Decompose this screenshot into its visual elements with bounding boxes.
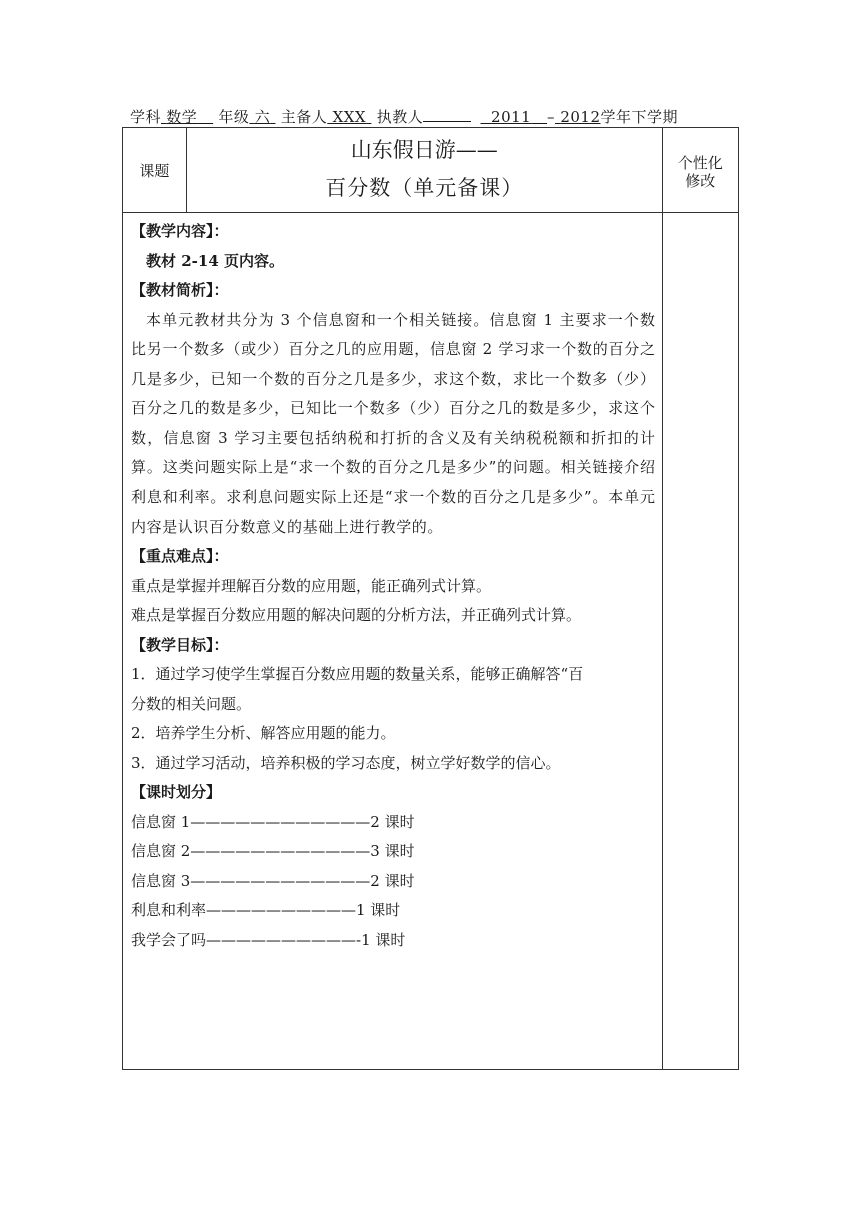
title-line-2: 百分数（单元备课） bbox=[325, 176, 524, 200]
schedule-item: 我学会了吗——————————-1 课时 bbox=[131, 930, 406, 949]
schedule-item: 信息窗 2————————————3 课时 bbox=[131, 842, 415, 861]
year-start: 2011 bbox=[491, 108, 532, 126]
year-dash: – bbox=[547, 108, 556, 126]
keypoint-1: 重点是掌握并理解百分数的应用题，能正确列式计算。 bbox=[131, 576, 492, 595]
title-line-1: 山东假日游—— bbox=[350, 138, 498, 162]
content-text: 教材 2-14 页内容。 bbox=[146, 251, 284, 270]
goal-2: 2．培养学生分析、解答应用题的能力。 bbox=[131, 724, 396, 743]
subject-value: 数学 bbox=[166, 108, 198, 126]
keypoints-heading: 【重点难点】： bbox=[131, 547, 229, 566]
schedule-item: 利息和利率——————————1 课时 bbox=[131, 901, 401, 920]
subject-label: 学科 bbox=[130, 108, 162, 126]
preparer-label: 主备人 bbox=[280, 108, 328, 126]
content-row bbox=[123, 213, 739, 1070]
content-heading: 【教学内容】： bbox=[131, 222, 229, 240]
goal-1-line-1: 1．通过学习使学生掌握百分数应用题的数量关系，能够正确解答“百 bbox=[131, 665, 584, 684]
title-row bbox=[123, 128, 739, 213]
teacher-label: 执教人 bbox=[376, 108, 424, 126]
goals-heading: 【教学目标】： bbox=[131, 635, 229, 654]
teacher-blank bbox=[423, 109, 471, 122]
header-line bbox=[130, 106, 740, 127]
grade-label: 年级 bbox=[218, 108, 250, 126]
grade-value: 六 bbox=[254, 108, 271, 126]
analysis-text: 本单元教材共分为 3 个信息窗和一个相关链接。信息窗 1 主要求一个数比另一个数多（或少）百分之几的应用题，信息窗 2 学习求一个数的百分之几是多少，已知一个数的百分之几是多少，求这个数，求比一个数多（少）百分之几的数是多少，已知比一个数多（少）百分之几的数是多少，求这个数，信息窗 3 学习主要包括纳税和打折的含义及有关纳税税额和折扣的计算。这类问题实际上是“求一个数的百分之几是多少”的问题。相关链接介绍利息和利率。求利息问题实际上还是“求一个数的百分之几是多少”。本单元内容是认识百分数意义的基础上进行教学的。 bbox=[131, 310, 656, 536]
personal-edit-column bbox=[662, 213, 738, 1070]
topic-label: 课题 bbox=[123, 128, 187, 213]
analysis-heading: 【教材简析】： bbox=[131, 281, 229, 299]
lesson-title bbox=[186, 128, 662, 213]
schedule-item: 信息窗 3————————————2 课时 bbox=[131, 871, 415, 890]
schedule-heading: 【课时划分】 bbox=[131, 783, 222, 802]
goal-1-line-2: 分数的相关问题。 bbox=[131, 694, 252, 713]
term-label: 学年下学期 bbox=[600, 108, 679, 126]
personal-edit-text: 个性化修改 bbox=[677, 154, 723, 190]
year-end: 2012 bbox=[560, 108, 601, 126]
keypoint-2: 难点是掌握百分数应用题的解决问题的分析方法，并正确列式计算。 bbox=[131, 606, 582, 625]
lesson-plan-table bbox=[122, 127, 739, 1070]
schedule-item: 信息窗 1————————————2 课时 bbox=[131, 812, 415, 831]
preparer-value: XXX bbox=[332, 108, 367, 126]
personal-edit-label bbox=[662, 128, 738, 213]
goal-3: 3．通过学习活动，培养积极的学习态度，树立学好数学的信心。 bbox=[131, 753, 561, 772]
lesson-body bbox=[123, 213, 663, 1070]
